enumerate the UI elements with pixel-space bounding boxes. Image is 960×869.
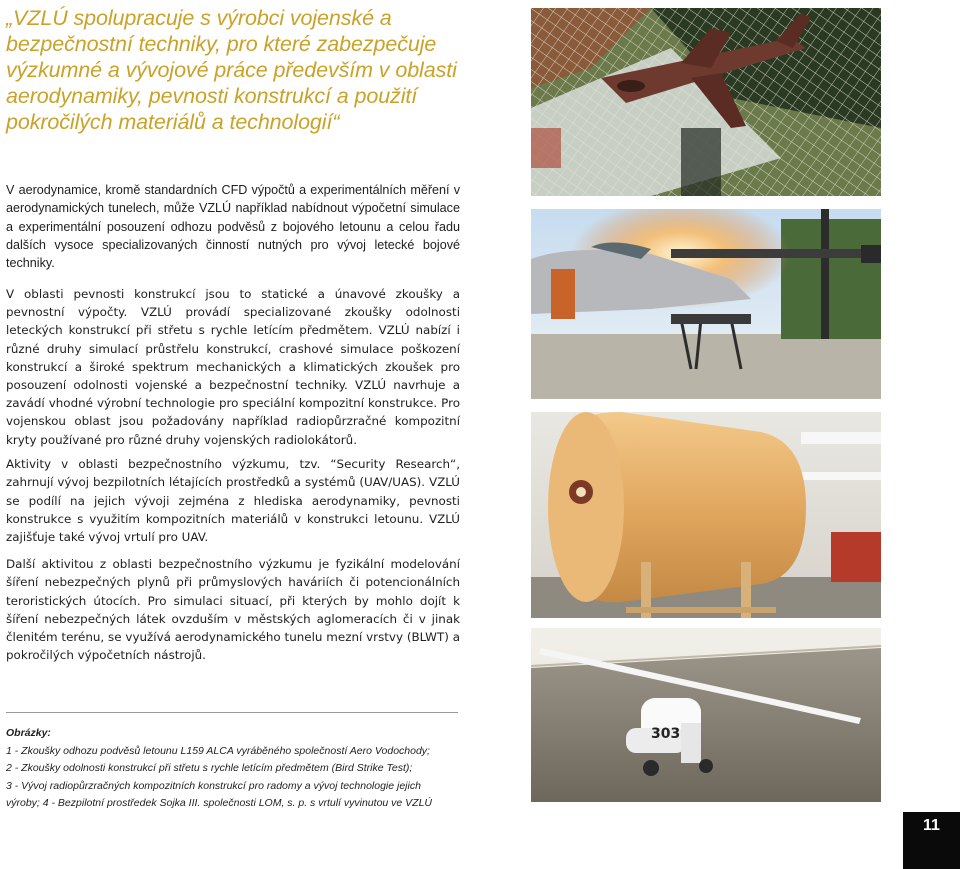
- caption-line: 2 - Zkoušky odolnosti konstrukcí při střetu s rychle letícím předmětem (Bird Strike Test);: [6, 762, 413, 774]
- caption-line: 1 - Zkoušky odhozu podvěsů letounu L159 ALCA vyráběného společností Aero Vodochody;: [6, 744, 430, 757]
- page-number: 11: [923, 817, 940, 834]
- headline-quote: „VZLÚ spolupracuje s výrobci vojenské a bezpečnostní techniky, pro které zabezpečuje výzkumné a vývojové práce především v oblasti aerodynamiky, pevnosti konstrukcí a použití pokročilých materiálů a technologií“: [6, 6, 457, 134]
- paragraph-structures: V oblasti pevnosti konstrukcí jsou to statické a únavové zkoušky a pevnostní výpočty. VZLÚ provádí specializované zkoušky odolnosti leteckých konstrukcí při střetu s rychle letícím předmětem. VZLÚ nabízí i různé druhy simulací průstřelu konstrukcí, crashové simulace poškození konstrukcí a široké spektrum mechanických a klimatických zkoušek pro posouzení odolnosti vojenské a bezpečnostní techniky. VZLÚ navrhuje a zavádí vhodné výrobní technologie pro speciální kompozitní konstrukce. Pro vojenskou oblast jsou požadovány například radiopůrzračné kompozitní kryty používané pro různé druhy vojenských radiolokátorů.: [6, 287, 460, 447]
- uav-number-marking: 303: [651, 726, 681, 742]
- figure-captions: [6, 725, 460, 813]
- captions-title: Obrázky:: [6, 727, 51, 739]
- paragraph-gas-dispersion: Další aktivitou z oblasti bezpečnostního výzkumu je fyzikální modelování šíření nebezpečných plynů při průmyslových haváriích či potencionálních teroristických útocích. Pro simulaci situací, při kterých by mohlo dojít k šíření nebezpečných látek ovzduším v městských aglomeracích či v jinak členitém terénu, se využívá aerodynamického tunelu mezní vrstvy (BLWT) a pokročilých výpočetních nástrojů.: [6, 557, 460, 663]
- paragraph-security-research: Aktivity v oblasti bezpečnostního výzkumu, tzv. “Security Research“, zahrnují vývoj bezpilotních létajících prostředků a systémů (UAV/UAS). VZLÚ se podílí na jejich vývoji zejména z hlediska aerodynamiky, pevnosti konstrukce s využitím kompozitních materiálů v konstrukci letounu. VZLÚ zajišťuje také vývoj vrtulí pro UAV.: [6, 457, 460, 545]
- photo-bird-strike: [531, 209, 881, 399]
- photo-composite-radome-image: [531, 412, 881, 618]
- photo-uav-sojka: [531, 628, 881, 802]
- caption-line: 3 - Vývoj radiopůrzračných kompozitních konstrukcí pro radomy a vývoj technologie jejich: [6, 779, 421, 792]
- photo-store-separation: [531, 8, 881, 196]
- photo-composite-radome: [531, 412, 881, 618]
- paragraph-aerodynamics: V aerodynamice, kromě standardních CFD výpočtů a experimentálních měření v aerodynamických tunelech, může VZLÚ například nabídnout výpočetní simulace a experimentální posouzení odhozu podvěsů z bojového letounu a celou řadu dalších vysoce specializovaných činností nutných pro vývoj letecké bojové techniky.: [6, 183, 460, 271]
- headline-block: [6, 0, 460, 135]
- caption-divider: [6, 712, 458, 713]
- photo-bird-strike-image: [531, 209, 881, 399]
- radome-tank: [548, 412, 806, 602]
- page-number-badge: [903, 812, 960, 869]
- photo-store-separation-image: [531, 8, 881, 196]
- caption-line: výroby; 4 - Bezpilotní prostředek Sojka III. společnosti LOM, s. p. s vrtulí vyvinutou ve VZLÚ: [6, 797, 433, 809]
- photo-uav-sojka-image: [531, 628, 881, 802]
